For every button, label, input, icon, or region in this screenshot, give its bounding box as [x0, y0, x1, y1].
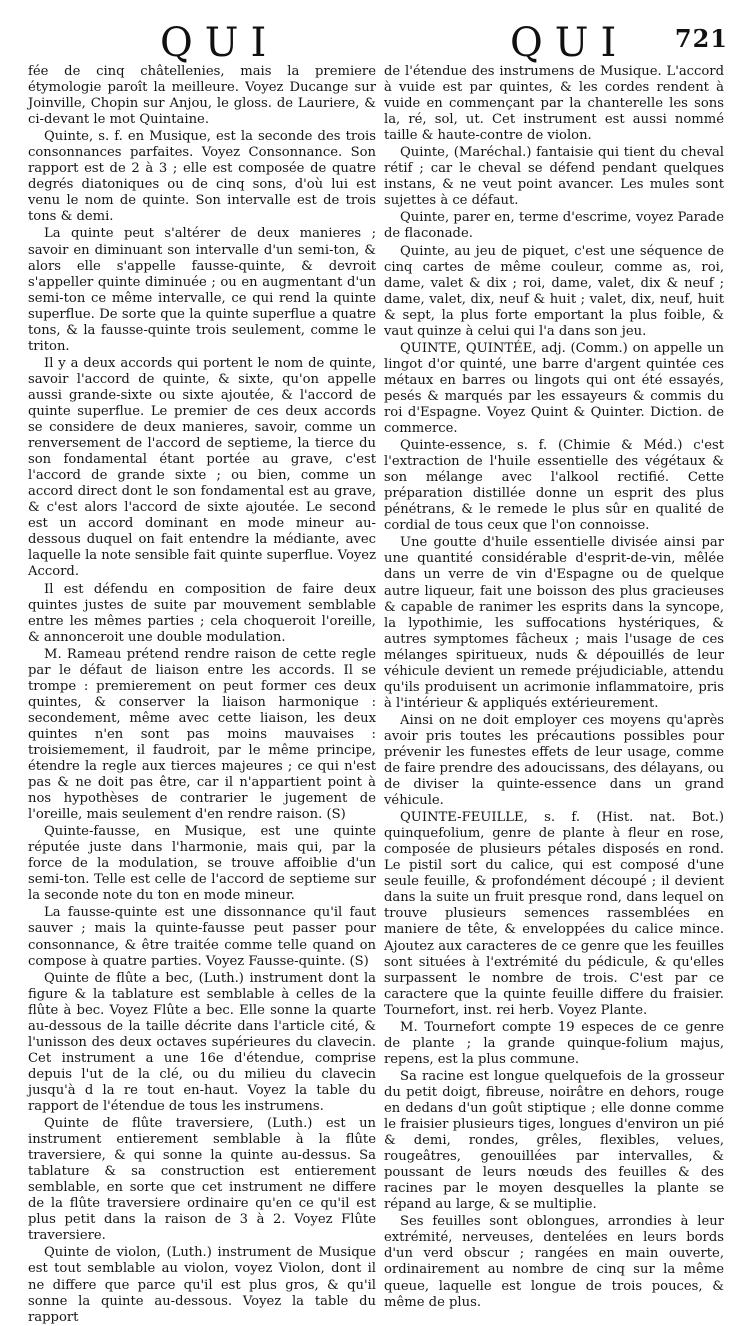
right-column — [384, 64, 724, 1311]
running-head-left: QUI — [160, 20, 279, 66]
paragraph: M. Tournefort compte 19 especes de ce genre de plante ; la grande quinque-folium majus, repens, est la plus commune. — [384, 1019, 724, 1067]
paragraph: Il y a deux accords qui portent le nom de quinte, savoir l'accord de quinte, & sixte, qu'on appelle aussi grande-sixte ou sixte ajoutée, & l'accord de quinte superflue. Le premier de ces deux accords se considere de deux manieres, savoir, comme un renversement de l'accord de septieme, la tierce du son fondamental étant portée au grave, c'est l'accord de grande sixte ; ou bien, comme un accord direct dont le son fondamental est au grave, & c'est alors l'accord de sixte ajoutée. Le second est un accord dominant en mode mineur au-dessous duquel on fait entendre la médiante, avec laquelle la note sensible fait quinte superflue. Voyez Accord. — [28, 355, 376, 580]
paragraph: Sa racine est longue quelquefois de la grosseur du petit doigt, fibreuse, noirâtre en dehors, rouge en dedans d'un goût stiptique ; elle donne comme le fraisier plusieurs tiges, longues d'environ un pié & demi, rondes, grêles, flexibles, velues, rougeâtres, genouillées par intervalles, & poussant de leurs nœuds des feuilles & des racines par le moyen desquelles la plante se répand au large, & se multiplie. — [384, 1068, 724, 1213]
paragraph: fée de cinq châtellenies, mais la premiere étymologie paroît la meilleure. Voyez Ducange sur Joinville, Chopin sur Anjou, le gloss. de Lauriere, & ci-devant le mot Quintaine. — [28, 64, 376, 128]
paragraph: Il est défendu en composition de faire deux quintes justes de suite par mouvement semblable entre les mêmes parties ; cela choqueroit l'oreille, & annonceroit une double modulation. — [28, 581, 376, 645]
entry-quinte-quintee: QUINTE, QUINTÉE, adj. (Comm.) on appelle un lingot d'or quinté, une barre d'argent quintée ces métaux en barres ou lingots qui ont été essayés, pesés & marqués par les essayeurs & commis du roi d'Espagne. Voyez Quint & Quinter. Diction. de commerce. — [384, 340, 724, 437]
paragraph: Une goutte d'huile essentielle divisée ainsi par une quantité considérable d'esprit-de-vin, mêlée dans un verre de vin d'Espagne ou de quelque autre liqueur, fait une boisson des plus gracieuses & capable de ranimer les esprits dans la syncope, la lypothimie, les suffocations hystériques, & autres symptomes fâcheux ; mais l'usage de ces mélanges spiritueux, nuds & dépouillés de leur véhicule devient un remede préjudiciable, attendu qu'ils produisent un acrimonie inflammatoire, pris à l'intérieur & appliqués extérieurement. — [384, 535, 724, 711]
paragraph: de l'étendue des instrumens de Musique. L'accord à vuide est par quintes, & les cordes rendent à vuide en commençant par la chanterelle les sons la, ré, sol, ut. Cet instrument est aussi nommé taille & haute-contre de violon. — [384, 64, 724, 144]
paragraph: La fausse-quinte est une dissonnance qu'il faut sauver ; mais la quinte-fausse peut passer pour consonnance, & être traitée comme telle quand on compose à quatre parties. Voyez Fausse-quinte. (S) — [28, 905, 376, 969]
entry-quinte-flute-a-bec: Quinte de flûte a bec, (Luth.) instrument dont la figure & la tablature est semblable à celles de la flûte à bec. Voyez Flûte a bec. Elle sonne la quarte au-dessous de la taille décrite dans l'article cité, & l'unisson des deux octaves supérieures du clavecin. Cet instrument a une 16e d'étendue, comprise depuis l'ut de la clé, ou du milieu du clavecin jusqu'à d la re tout en-haut. Voyez la table du rapport de l'étendue de tous les instrumens. — [28, 970, 376, 1114]
running-head-right: QUI — [510, 20, 629, 66]
entry-quinte-piquet: Quinte, au jeu de piquet, c'est une séquence de cinq cartes de même couleur, comme as, roi, dame, valet & dix ; roi, dame, valet, dix & neuf ; dame, valet, dix, neuf & huit ; valet, dix, neuf, huit & sept, la plus forte emportant la plus foible, & vaut quinze à celui qui l'a dans son jeu. — [384, 243, 724, 339]
paragraph: Ainsi on ne doit employer ces moyens qu'après avoir pris toutes les précautions possibles pour prévenir les funestes effets de leur usage, comme de faire prendre des adoucissans, des délayans, ou de diviser la quinte-essence dans un grand véhicule. — [384, 712, 724, 809]
paragraph: Ses feuilles sont oblongues, arrondies à leur extrémité, nerveuses, dentelées en leurs bords d'un verd obscur ; rangées en main ouverte, ordinairement au nombre de cinq sur la même queue, laquelle est longue de trois pouces, & même de plus. — [384, 1214, 724, 1310]
entry-quinte-essence: Quinte-essence, s. f. (Chimie & Méd.) c'est l'extraction de l'huile essentielle des végétaux & son mélange avec l'alkool rectifié. Cette préparation distillée donne un esprit des plus pénétrans, & le remede le plus sûr en qualité de cordial de tous ceux que l'on connoisse. — [384, 438, 724, 534]
entry-quinte-musique: Quinte, s. f. en Musique, est la seconde des trois consonnances parfaites. Voyez Consonnance. Son rapport est de 2 à 3 ; elle est composée de quatre degrés diatoniques ou de cinq sons, d'où lui est venu le nom de quinte. Son intervalle est de trois tons & demi. — [28, 129, 376, 225]
paragraph: M. Rameau prétend rendre raison de cette regle par le défaut de liaison entre les accords. Il se trompe : premierement on peut former ces deux quintes, & conserver la liaison harmonique : secondement, même avec cette liaison, les deux quintes n'en sont pas moins mauvaises : troisiemement, il faudroit, par le même principe, étendre la regle aux tierces majeures ; ce qui n'est pas & ne doit pas être, car il n'appartient point à nos hypothèses de contrarier le jugement de l'oreille, mais seulement d'en rendre raison. (S) — [28, 646, 376, 823]
entry-quinte-flute-traversiere: Quinte de flûte traversiere, (Luth.) est un instrument entierement semblable à la flûte traversiere, & qui sonne la quinte au-dessus. Sa tablature & sa construction est entierement semblable, en sorte que cet instrument ne differe de la flûte traversiere ordinaire qu'en ce qu'il est plus petit dans la raison de 3 à 2. Voyez Flûte traversiere. — [28, 1116, 376, 1244]
left-column — [28, 64, 376, 1326]
entry-quinte-feuille: QUINTE-FEUILLE, s. f. (Hist. nat. Bot.) quinquefolium, genre de plante à fleur en rose, composée de plusieurs pétales disposés en rond. Le pistil sort du calice, qui est composé d'une seule feuille, & profondément découpé ; il devient dans la suite un fruit presque rond, dans lequel on trouve plusieurs semences rassemblées en maniere de tête, & enveloppées du calice mince. Ajoutez aux caracteres de ce genre que les feuilles sont situées à l'extrémité du pédicule, & qu'elles surpassent le nombre de trois. C'est par ce caractere que la quinte feuille differe du fraisier. Tournefort, inst. rei herb. Voyez Plante. — [384, 810, 724, 1018]
paragraph: La quinte peut s'altérer de deux manieres ; savoir en diminuant son intervalle d'un semi-ton, & alors elle s'appelle fausse-quinte, & devroit s'appeller quinte diminuée ; ou en augmentant d'un semi-ton ce même intervalle, ce qui rend la quinte superflue. De sorte que la quinte superflue a quatre tons, & la fausse-quinte trois seulement, comme le triton. — [28, 226, 376, 354]
entry-quinte-escrime: Quinte, parer en, terme d'escrime, voyez Parade de flaconade. — [384, 210, 724, 242]
page-number: 721 — [674, 24, 728, 53]
entry-quinte-violon: Quinte de violon, (Luth.) instrument de Musique est tout semblable au violon, voyez Violon, dont il ne differe que parce qu'il est plus gros, & qu'il sonne la quinte au-dessous. Voyez la table du rapport — [28, 1245, 376, 1325]
entry-quinte-marechal: Quinte, (Maréchal.) fantaisie qui tient du cheval rétif ; car le cheval se défend pendant quelques instans, & ne veut point avancer. Les mules sont sujettes à ce défaut. — [384, 145, 724, 209]
entry-quinte-fausse: Quinte-fausse, en Musique, est une quinte réputée juste dans l'harmonie, mais qui, par la force de la modulation, se trouve affoiblie d'un semi-ton. Telle est celle de l'accord de septieme sur la seconde note du ton en mode mineur. — [28, 824, 376, 904]
